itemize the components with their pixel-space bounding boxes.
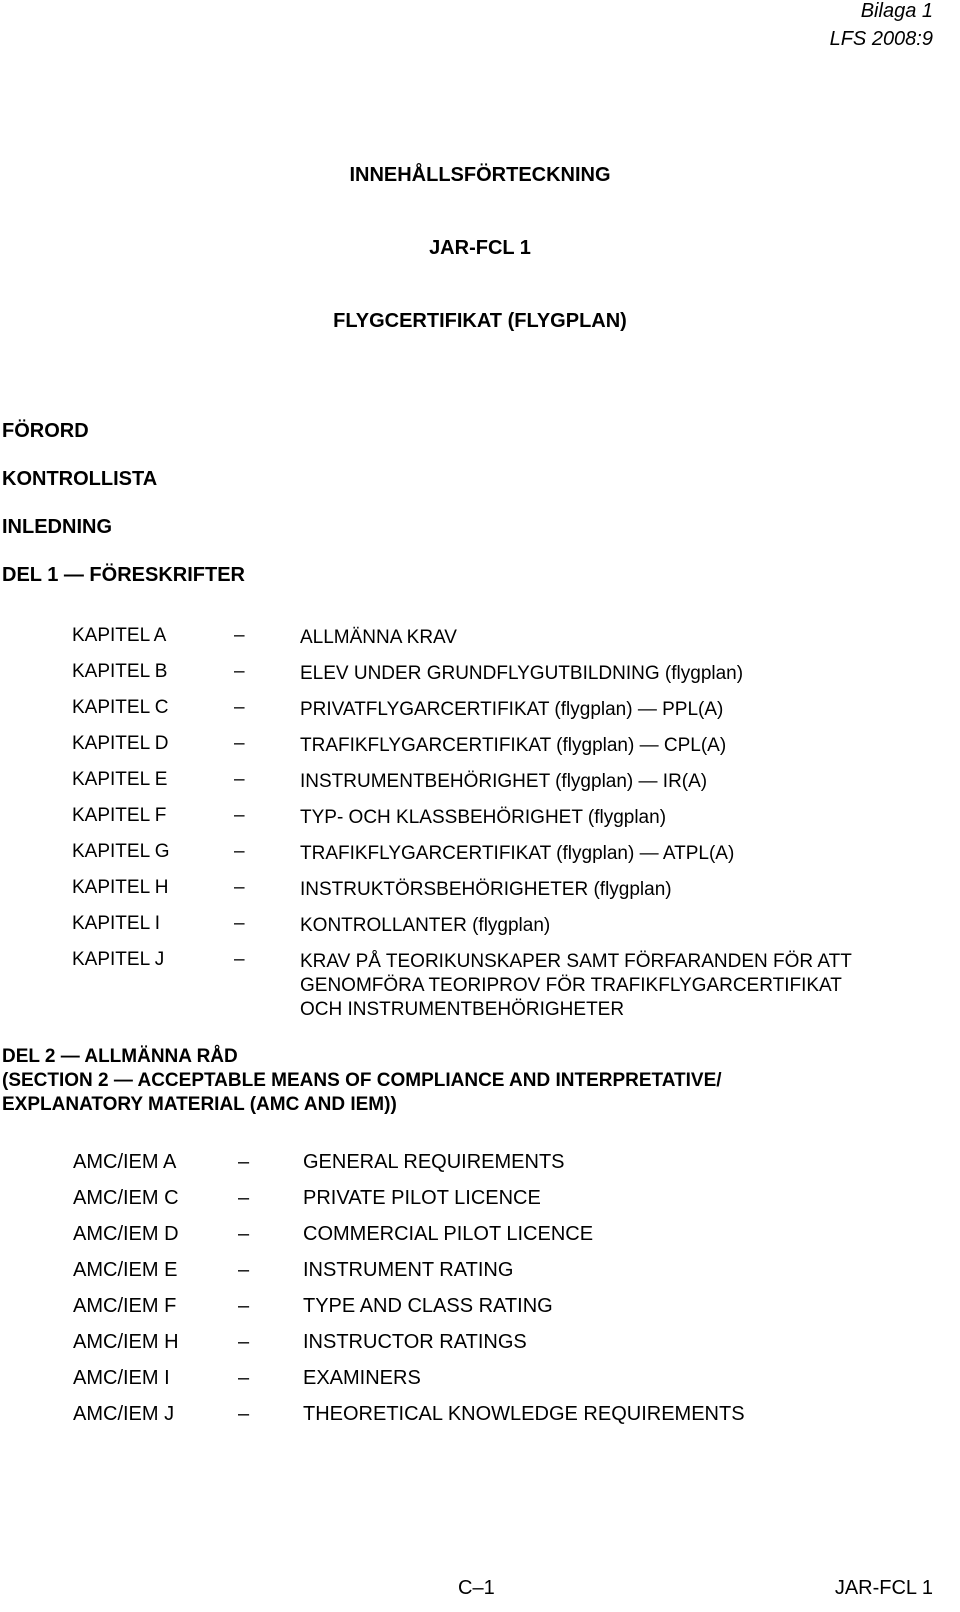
section-del2-line: (SECTION 2 — ACCEPTABLE MEANS OF COMPLIANCE AND INTERPRETATIVE/ xyxy=(2,1070,722,1091)
dash: – xyxy=(238,1151,250,1173)
subtitle-jar-fcl: JAR-FCL 1 xyxy=(429,237,531,259)
kapitel-title: KONTROLLANTER (flygplan) xyxy=(300,915,551,936)
kapitel-title-line: KRAV PÅ TEORIKUNSKAPER SAMT FÖRFARANDEN FÖR ATT xyxy=(300,951,852,972)
amc-title: EXAMINERS xyxy=(303,1367,421,1389)
section-del2-line: EXPLANATORY MATERIAL (AMC AND IEM)) xyxy=(2,1094,397,1115)
amc-title: THEORETICAL KNOWLEDGE REQUIREMENTS xyxy=(303,1403,745,1425)
kapitel-title-line: OCH INSTRUMENTBEHÖRIGHETER xyxy=(300,999,625,1020)
amc-title: GENERAL REQUIREMENTS xyxy=(303,1151,565,1173)
amc-label: AMC/IEM A xyxy=(73,1151,177,1173)
amc-title: PRIVATE PILOT LICENCE xyxy=(303,1187,541,1209)
dash: – xyxy=(234,877,245,898)
amc-title: TYPE AND CLASS RATING xyxy=(303,1295,553,1317)
kapitel-title: TRAFIKFLYGARCERTIFIKAT (flygplan) — ATPL(A) xyxy=(300,843,735,864)
kapitel-title-line: GENOMFÖRA TEORIPROV FÖR TRAFIKFLYGARCERTIFIKAT xyxy=(300,975,842,996)
section-kontrollista: KONTROLLISTA xyxy=(2,468,158,490)
amc-label: AMC/IEM E xyxy=(73,1259,178,1281)
amc-label: AMC/IEM J xyxy=(73,1403,175,1425)
footer-page-number: C–1 xyxy=(458,1577,495,1599)
dash: – xyxy=(238,1223,250,1245)
amc-label: AMC/IEM I xyxy=(73,1367,170,1389)
amc-title: COMMERCIAL PILOT LICENCE xyxy=(303,1223,594,1245)
amc-label: AMC/IEM C xyxy=(73,1187,179,1209)
amc-label: AMC/IEM D xyxy=(73,1223,179,1245)
amc-label: AMC/IEM H xyxy=(73,1331,179,1353)
dash: – xyxy=(234,661,245,682)
dash: – xyxy=(238,1187,250,1209)
kapitel-label: KAPITEL H xyxy=(72,877,169,898)
kapitel-label: KAPITEL I xyxy=(72,913,160,934)
subtitle-flygcertifikat: FLYGCERTIFIKAT (FLYGPLAN) xyxy=(333,310,627,332)
dash: – xyxy=(234,805,245,826)
kapitel-label: KAPITEL J xyxy=(72,949,165,970)
kapitel-title: INSTRUKTÖRSBEHÖRIGHETER (flygplan) xyxy=(300,879,672,900)
dash: – xyxy=(234,769,245,790)
amc-title: INSTRUCTOR RATINGS xyxy=(303,1331,527,1353)
header-bilaga: Bilaga 1 xyxy=(860,0,933,22)
dash: – xyxy=(234,625,245,646)
dash: – xyxy=(238,1331,250,1353)
kapitel-label: KAPITEL E xyxy=(72,769,168,790)
amc-title: INSTRUMENT RATING xyxy=(303,1259,514,1281)
section-forord: FÖRORD xyxy=(2,420,89,442)
dash: – xyxy=(238,1295,250,1317)
footer-doc-id: JAR-FCL 1 xyxy=(834,1577,933,1599)
dash: – xyxy=(238,1259,250,1281)
dash: – xyxy=(234,913,245,934)
dash: – xyxy=(234,841,245,862)
dash: – xyxy=(234,697,245,718)
amc-label: AMC/IEM F xyxy=(73,1295,177,1317)
kapitel-label: KAPITEL A xyxy=(72,625,167,646)
kapitel-title: INSTRUMENTBEHÖRIGHET (flygplan) — IR(A) xyxy=(300,771,708,792)
dash: – xyxy=(238,1367,250,1389)
kapitel-title: TYP- OCH KLASSBEHÖRIGHET (flygplan) xyxy=(300,807,667,828)
kapitel-label: KAPITEL G xyxy=(72,841,170,862)
kapitel-label: KAPITEL D xyxy=(72,733,169,754)
dash: – xyxy=(234,733,245,754)
section-del2: DEL 2 — ALLMÄNNA RÅD xyxy=(2,1046,238,1067)
kapitel-title: TRAFIKFLYGARCERTIFIKAT (flygplan) — CPL(A) xyxy=(300,735,727,756)
kapitel-title: PRIVATFLYGARCERTIFIKAT (flygplan) — PPL(A) xyxy=(300,699,724,720)
kapitel-label: KAPITEL F xyxy=(72,805,167,826)
dash: – xyxy=(238,1403,250,1425)
dash: – xyxy=(234,949,245,970)
kapitel-label: KAPITEL C xyxy=(72,697,169,718)
section-del1: DEL 1 — FÖRESKRIFTER xyxy=(2,564,245,586)
kapitel-label: KAPITEL B xyxy=(72,661,168,682)
kapitel-title: ALLMÄNNA KRAV xyxy=(300,627,457,648)
page-title: INNEHÅLLSFÖRTECKNING xyxy=(349,164,611,186)
kapitel-title: ELEV UNDER GRUNDFLYGUTBILDNING (flygplan) xyxy=(300,663,744,684)
section-inledning: INLEDNING xyxy=(2,516,112,538)
header-lfs: LFS 2008:9 xyxy=(829,28,933,50)
